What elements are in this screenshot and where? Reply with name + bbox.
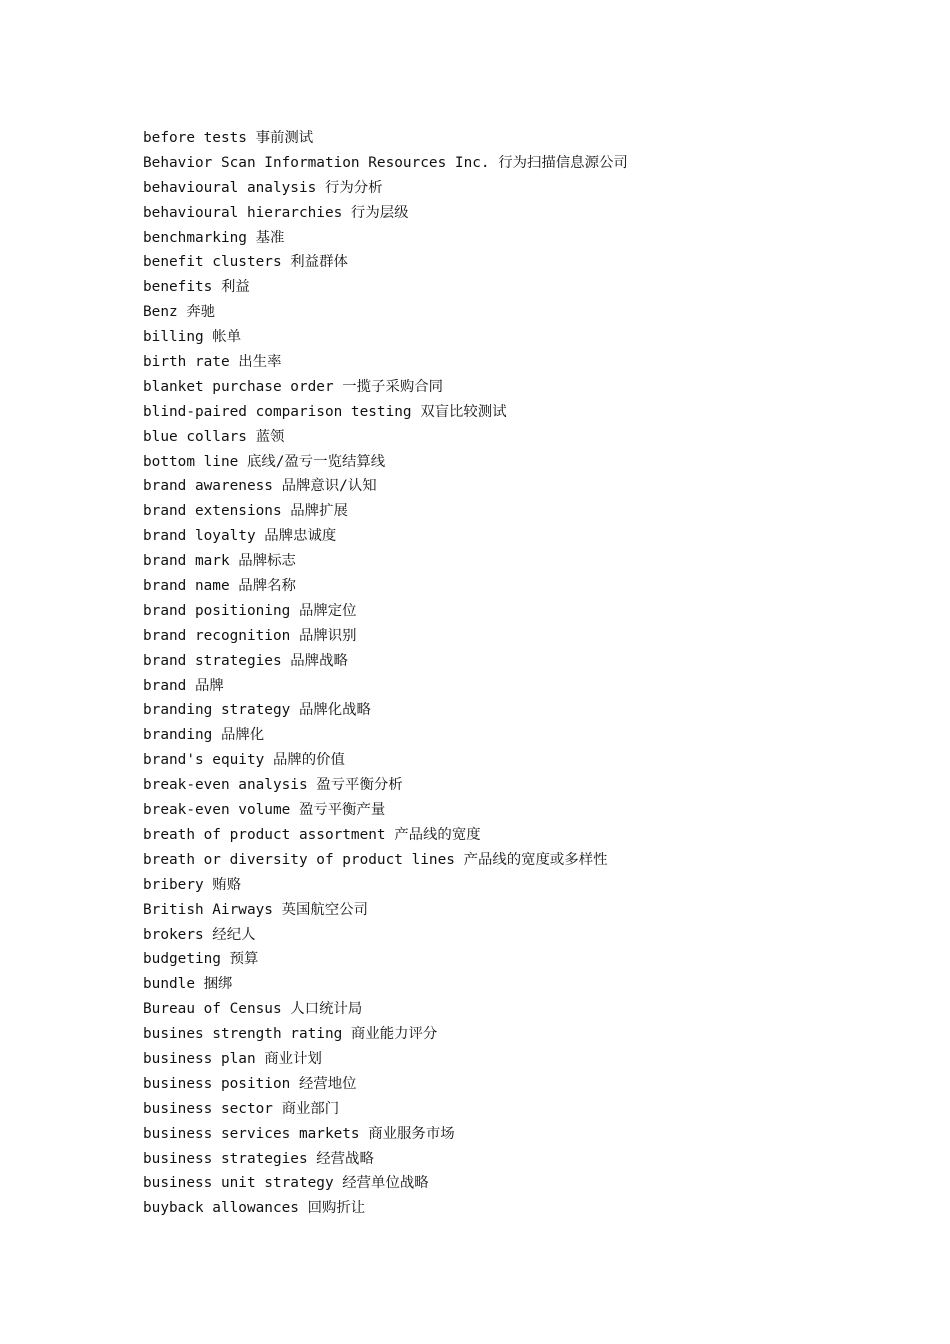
glossary-entry: break-even analysis 盈亏平衡分析: [143, 777, 403, 794]
glossary-entry: Bureau of Census 人口统计局: [143, 1001, 363, 1018]
glossary-entry: brand recognition 品牌识别: [143, 627, 357, 644]
glossary-entry: blue collars 蓝领: [143, 428, 285, 445]
glossary-entry: breath or diversity of product lines 产品线的宽度或多样性: [143, 851, 608, 868]
glossary-entry: brokers 经纪人: [143, 926, 256, 943]
glossary-entry: business plan 商业计划: [143, 1050, 322, 1067]
glossary-entry: brand positioning 品牌定位: [143, 602, 357, 619]
glossary-entry: brand's equity 品牌的价值: [143, 752, 345, 769]
glossary-entry: billing 帐单: [143, 329, 242, 346]
glossary-entry: business sector 商业部门: [143, 1100, 340, 1117]
glossary-entry: blanket purchase order 一揽子采购合同: [143, 378, 444, 395]
glossary-entry: brand loyalty 品牌忠诚度: [143, 528, 337, 545]
glossary-entry: bottom line 底线/盈亏一览结算线: [143, 453, 386, 470]
glossary-entry: branding 品牌化: [143, 727, 265, 744]
glossary-entry: breath of product assortment 产品线的宽度: [143, 826, 481, 843]
glossary-entry: business unit strategy 经营单位战略: [143, 1175, 429, 1192]
glossary-entry: benchmarking 基准: [143, 229, 285, 246]
glossary-entry: benefits 利益: [143, 279, 250, 296]
glossary-entry: budgeting 预算: [143, 951, 259, 968]
glossary-entry: brand 品牌: [143, 677, 224, 694]
glossary-entry: brand awareness 品牌意识/认知: [143, 478, 377, 495]
glossary-entry: brand extensions 品牌扩展: [143, 503, 348, 520]
glossary-entry: behavioural hierarchies 行为层级: [143, 204, 409, 221]
glossary-entry: Benz 奔驰: [143, 304, 216, 321]
glossary-entry: bundle 捆绑: [143, 976, 233, 993]
glossary-entry: Behavior Scan Information Resources Inc. 行为扫描信息源公司: [143, 154, 628, 171]
glossary-list: [143, 126, 628, 1221]
glossary-entry: brand mark 品牌标志: [143, 553, 296, 570]
glossary-entry: blind-paired comparison testing 双盲比较测试: [143, 403, 507, 420]
glossary-entry: birth rate 出生率: [143, 354, 282, 371]
glossary-entry: before tests 事前测试: [143, 130, 314, 146]
glossary-entry: buyback allowances 回购折让: [143, 1200, 366, 1217]
glossary-entry: break-even volume 盈亏平衡产量: [143, 802, 386, 819]
glossary-entry: British Airways 英国航空公司: [143, 901, 368, 918]
glossary-entry: busines strength rating 商业能力评分: [143, 1026, 438, 1043]
glossary-entry: business position 经营地位: [143, 1075, 357, 1092]
glossary-entry: branding strategy 品牌化战略: [143, 702, 371, 719]
glossary-entry: benefit clusters 利益群体: [143, 254, 348, 271]
glossary-entry: brand strategies 品牌战略: [143, 652, 348, 669]
glossary-entry: business strategies 经营战略: [143, 1150, 374, 1167]
glossary-entry: brand name 品牌名称: [143, 578, 296, 595]
glossary-entry: bribery 贿赂: [143, 876, 242, 893]
glossary-entry: behavioural analysis 行为分析: [143, 179, 383, 196]
glossary-entry: business services markets 商业服务市场: [143, 1125, 455, 1142]
